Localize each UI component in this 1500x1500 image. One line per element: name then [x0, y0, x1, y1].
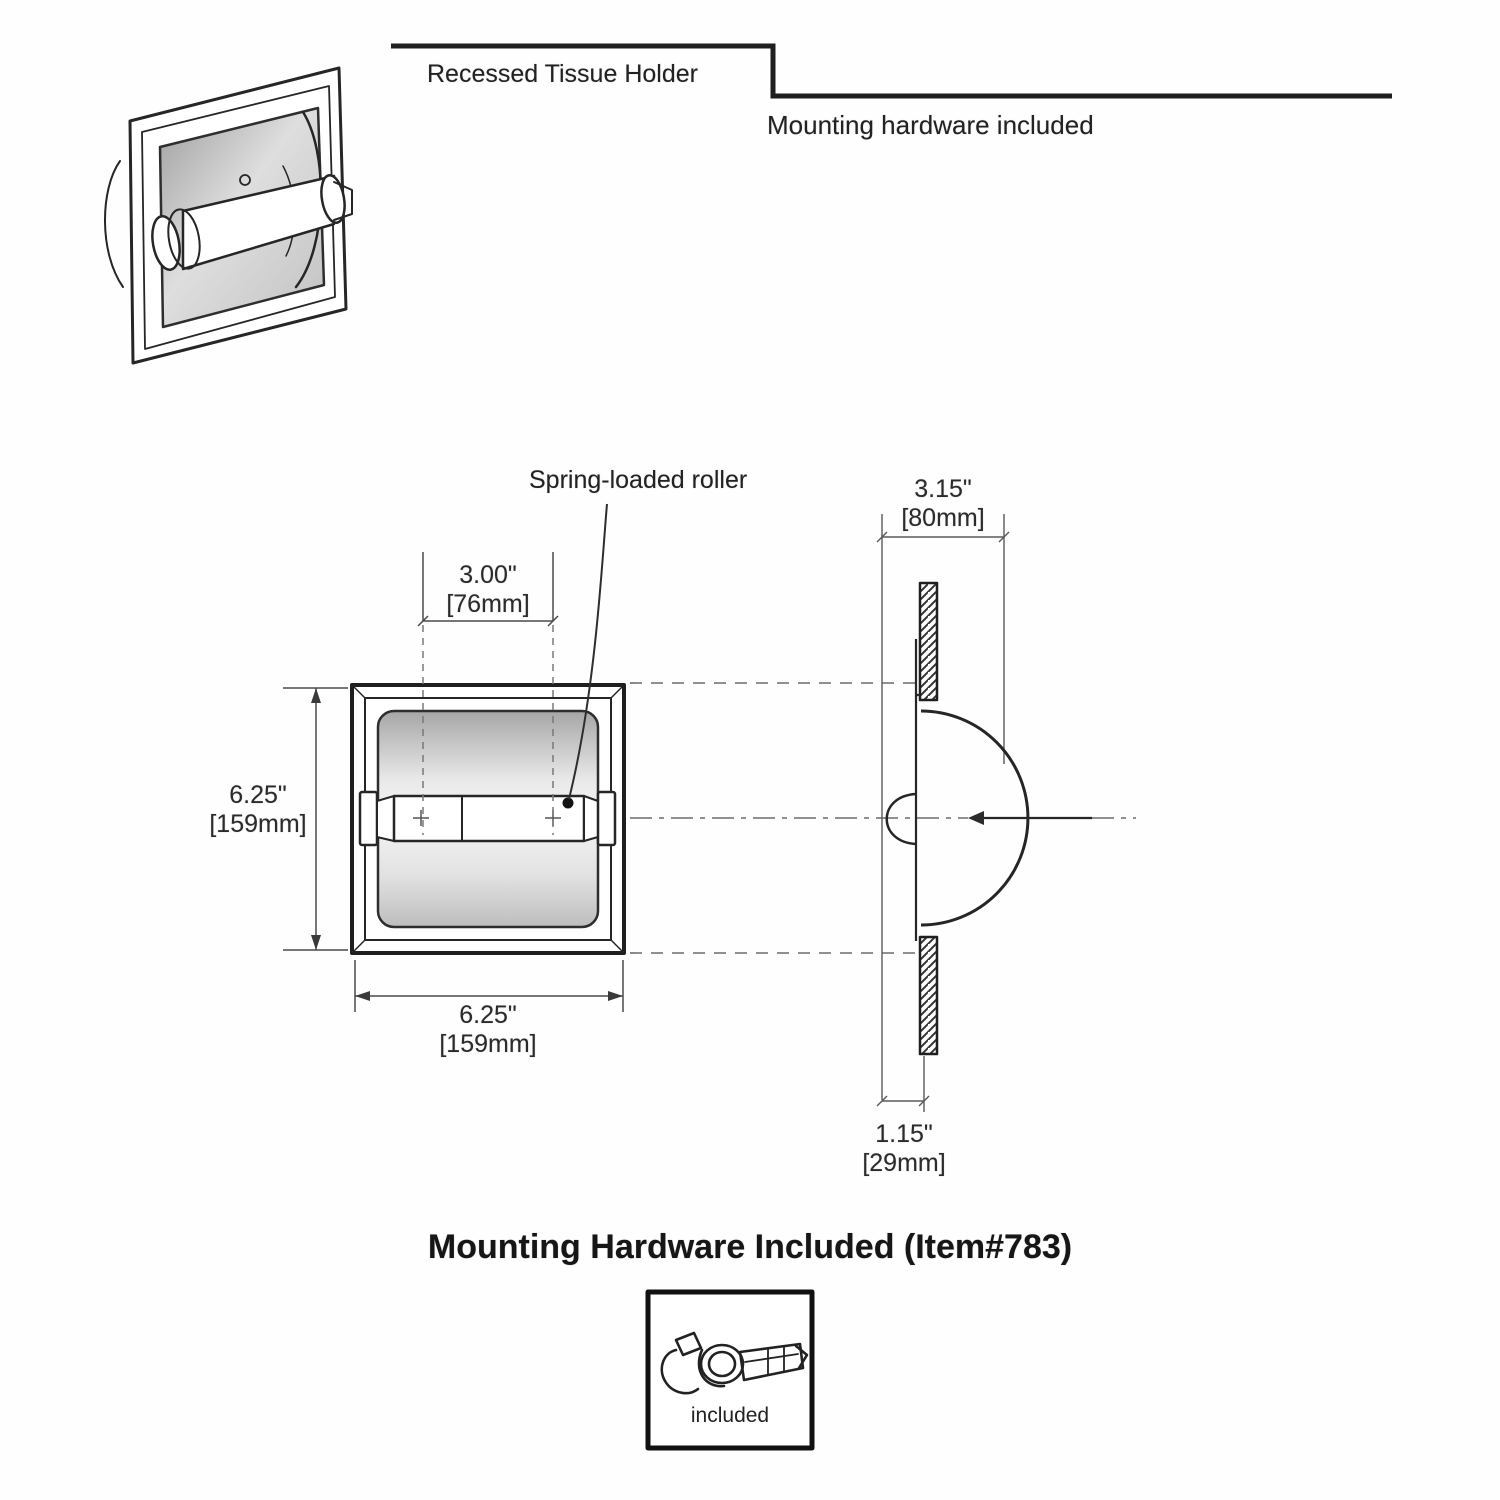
dim-wall-offset — [838, 1120, 970, 1178]
dim-frame-height-mm: [159mm] — [209, 810, 307, 838]
dim-recess-depth — [877, 475, 1009, 533]
dim-roller-opening — [423, 561, 553, 619]
dim-frame-width-in: 6.25" — [459, 1001, 517, 1029]
footer-title: Mounting Hardware Included (Item#783) — [427, 1228, 1073, 1266]
dim-roller-opening-in: 3.00" — [459, 561, 517, 589]
dim-wall-offset-in: 1.15" — [875, 1120, 933, 1148]
dim-arrow-left — [355, 991, 370, 1001]
wall-hatch-upper — [920, 583, 937, 700]
wall-hatch-lower — [920, 937, 937, 1054]
dim-arrow-up — [311, 688, 321, 703]
included-label: included — [690, 1404, 770, 1427]
dim-recess-depth-lines — [877, 514, 1009, 1100]
roller-left-post — [360, 792, 377, 845]
roller-callout-label: Spring-loaded roller — [529, 466, 748, 494]
roller-callout-dot — [563, 798, 574, 809]
dim-frame-height-in: 6.25" — [229, 781, 287, 809]
dim-frame-height — [192, 781, 324, 839]
center-arrowhead — [968, 811, 984, 825]
roller-right-cone — [584, 796, 598, 841]
dim-recess-depth-in: 3.15" — [914, 475, 972, 503]
dim-wall-offset-lines — [877, 1056, 929, 1112]
dim-frame-width-mm: [159mm] — [439, 1030, 537, 1058]
roller-left-cone — [377, 796, 394, 841]
dim-wall-offset-mm: [29mm] — [862, 1149, 946, 1177]
dim-arrow-down — [311, 935, 321, 950]
product-label: Recessed Tissue Holder — [427, 60, 698, 88]
iso-wall-arc — [105, 161, 123, 287]
dim-arrow-right — [608, 991, 623, 1001]
isometric-view — [105, 68, 352, 363]
dim-recess-depth-mm: [80mm] — [901, 504, 985, 532]
hardware-note: Mounting hardware included — [767, 110, 1094, 140]
spindle-bump — [887, 794, 916, 844]
roller-right-post — [598, 792, 615, 845]
dim-frame-width — [421, 1001, 555, 1059]
dim-roller-opening-mm: [76mm] — [446, 590, 530, 618]
